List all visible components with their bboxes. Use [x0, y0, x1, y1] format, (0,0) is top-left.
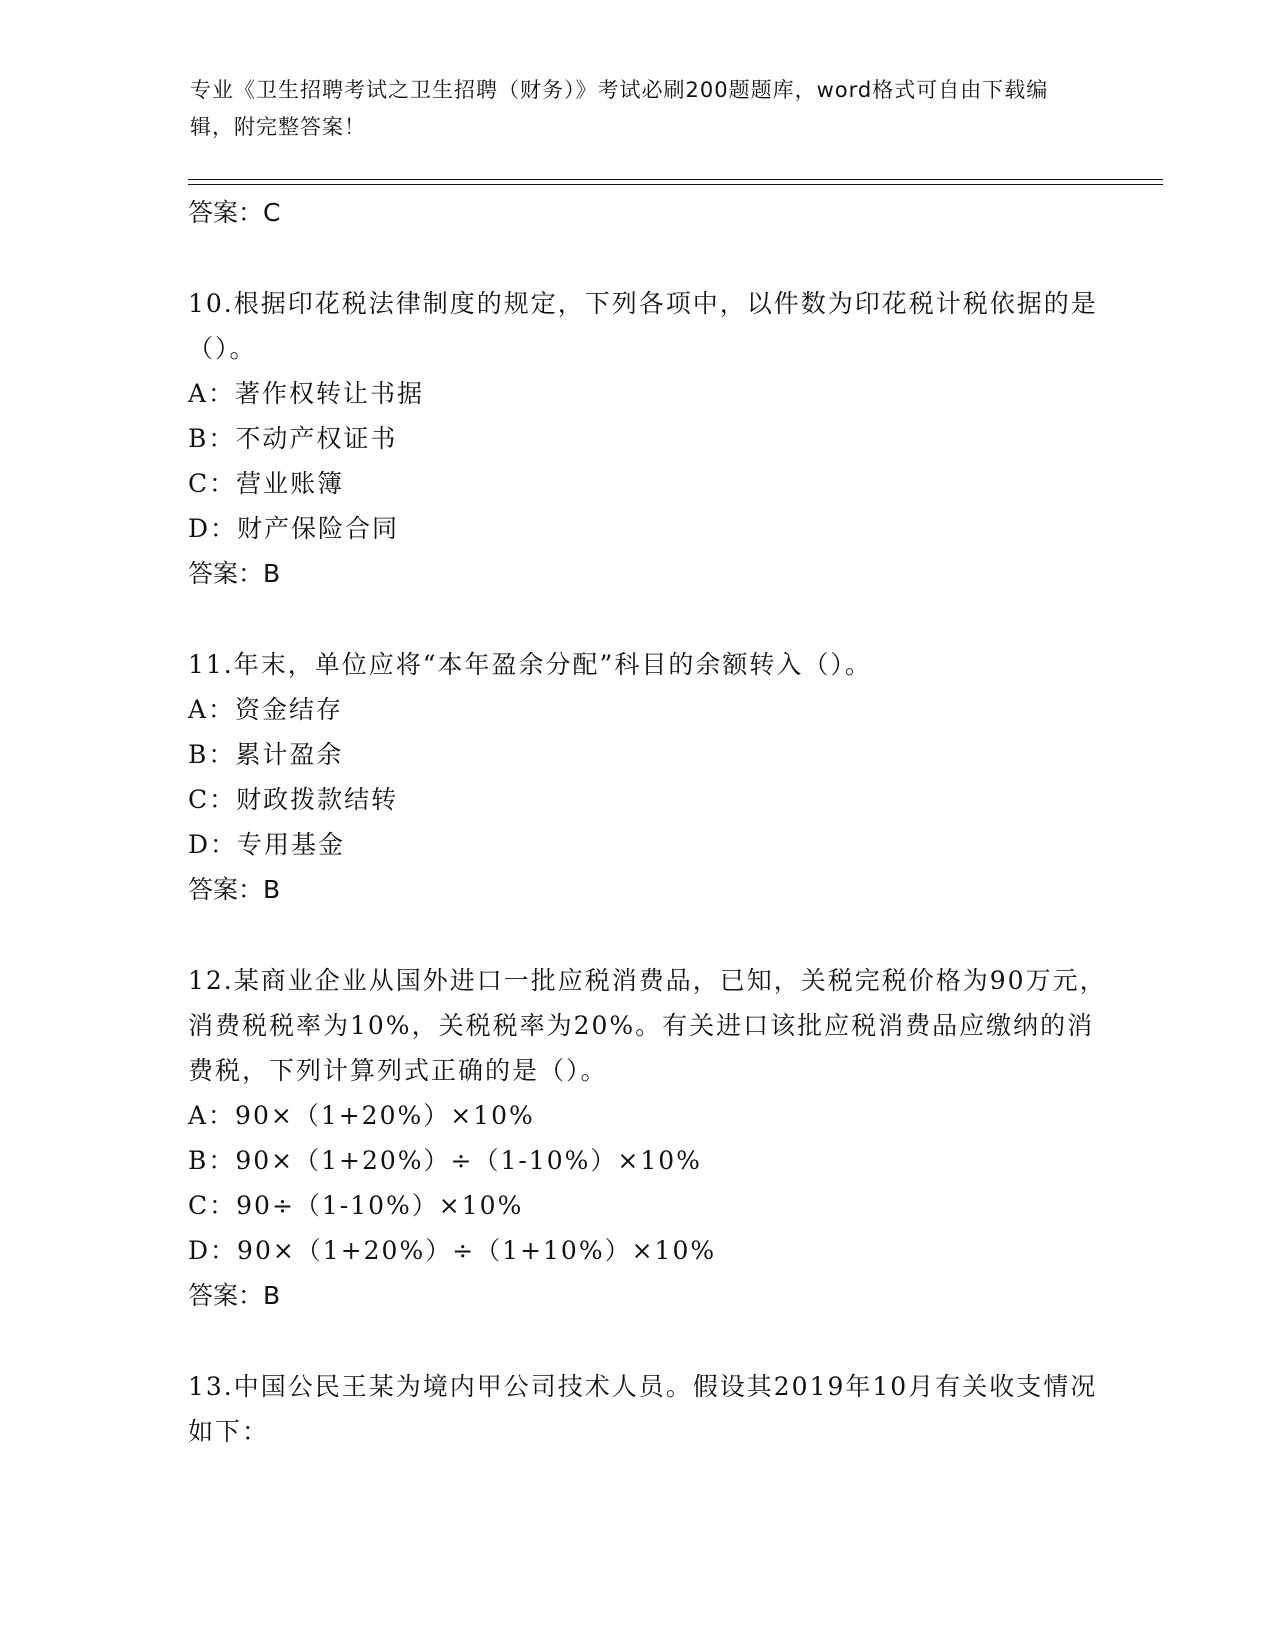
answer-line: 答案：C [188, 198, 281, 227]
option-b: B：90×（1+20%）÷（1-10%）×10% [188, 1146, 702, 1175]
option-b: B：累计盈余 [188, 740, 344, 769]
question-text: 11.年末，单位应将“本年盈余分配”科目的余额转入（）。 [188, 650, 872, 679]
option-a: A：著作权转让书据 [188, 379, 425, 408]
answer-line: 答案：B [188, 875, 281, 904]
question-text: 10.根据印花税法律制度的规定，下列各项中，以件数为印花税计税依据的是（）。 [188, 289, 1098, 363]
option-a: A：资金结存 [188, 695, 344, 724]
answer-line: 答案：B [188, 1281, 281, 1310]
question-11 [188, 642, 1108, 912]
option-c: C：财政拨款结转 [188, 785, 399, 814]
option-d: D：财产保险合同 [188, 514, 400, 543]
option-d: D：专用基金 [188, 830, 346, 859]
option-c: C：营业账簿 [188, 469, 345, 498]
option-d: D：90×（1+20%）÷（1+10%）×10% [188, 1236, 717, 1265]
question-10 [188, 281, 1108, 596]
option-c: C：90÷（1-10%）×10% [188, 1191, 524, 1220]
document-body [188, 190, 1108, 1454]
header-divider-bottom [188, 184, 1163, 185]
option-b: B：不动产权证书 [188, 424, 398, 453]
question-12 [188, 958, 1108, 1318]
question-text: 12.某商业企业从国外进口一批应税消费品，已知，关税完税价格为90万元，消费税税率为10%，关税税率为20%。有关进口该批应税消费品应缴纳的消费税，下列计算列式正确的是（）。 [188, 966, 1107, 1085]
header-divider-top [188, 179, 1163, 180]
option-a: A：90×（1+20%）×10% [188, 1101, 535, 1130]
answer-line: 答案：B [188, 559, 281, 588]
question-text: 13.中国公民王某为境内甲公司技术人员。假设其2019年10月有关收支情况如下： [188, 1372, 1098, 1446]
question-13 [188, 1364, 1108, 1454]
page-header: 专业《卫生招聘考试之卫生招聘（财务）》考试必刷200题题库，word格式可自由下载编辑，附完整答案！ [190, 78, 1049, 139]
